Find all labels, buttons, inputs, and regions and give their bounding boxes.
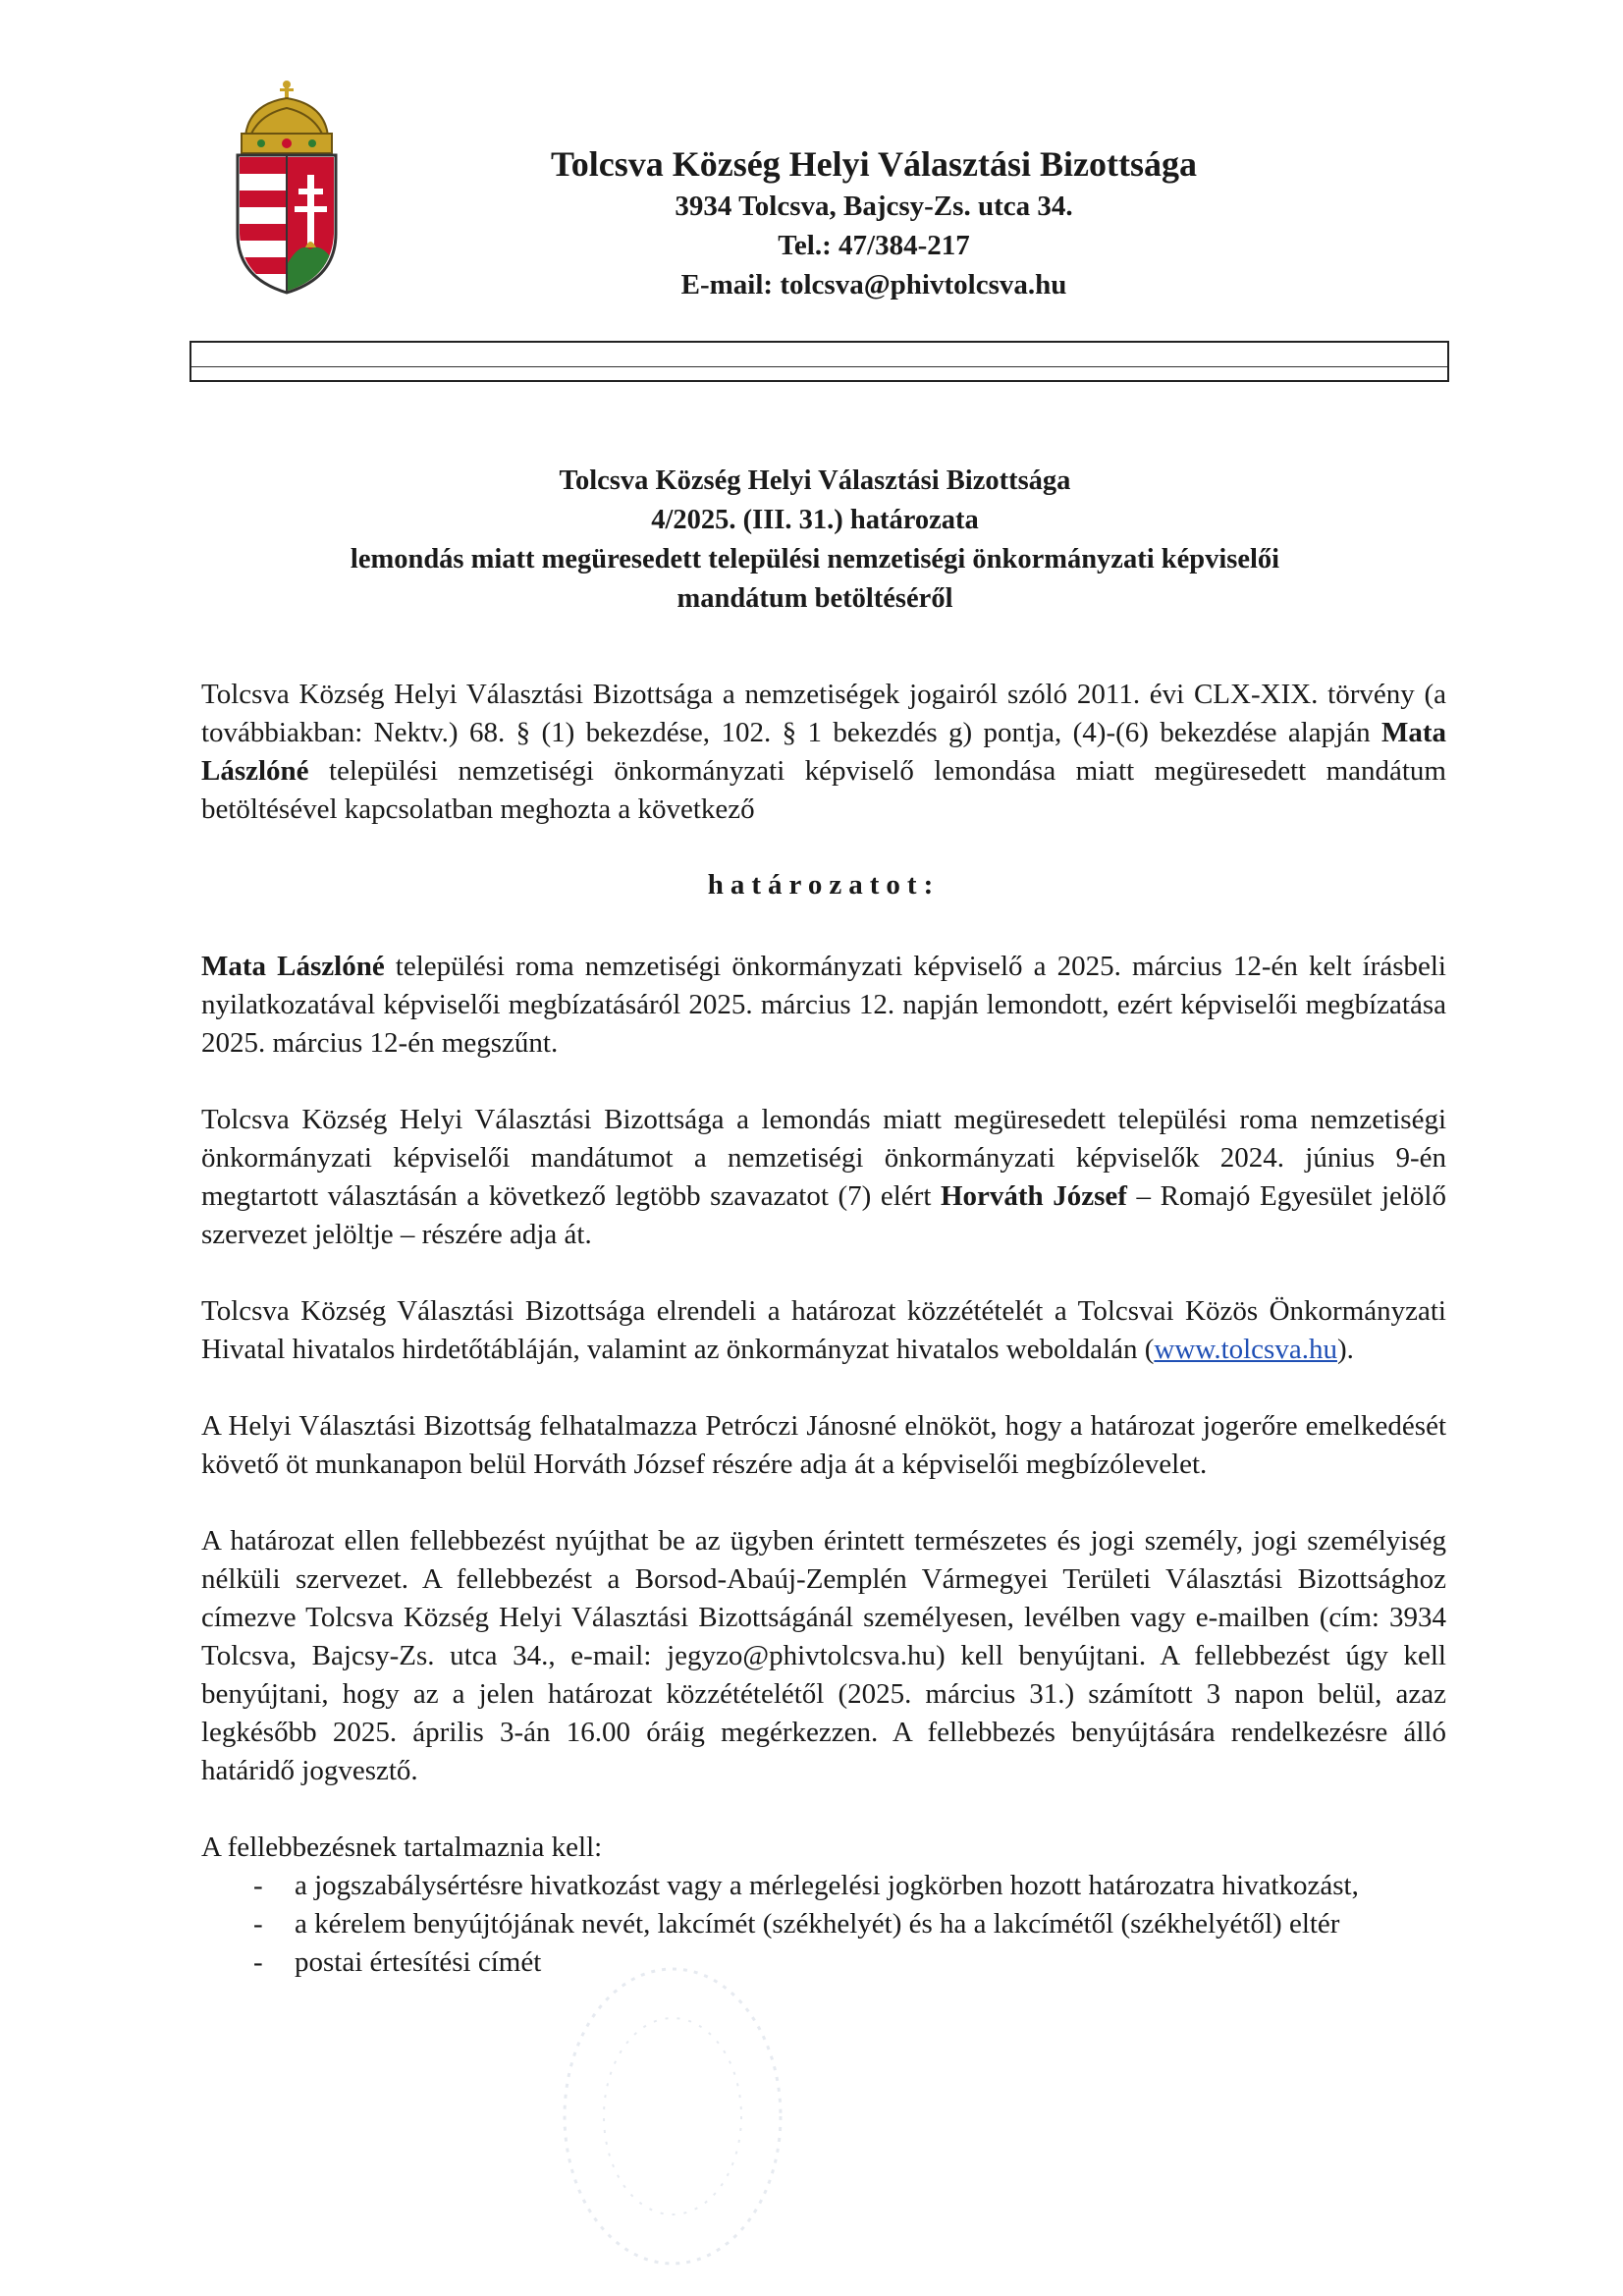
authorization-paragraph: A Helyi Választási Bizottság felhatalmazza Petróczi Jánosné elnököt, hogy a határozat jogerőre emelkedését követő öt munkanapon belül Horváth József részére adja át a képviselői megbízólevelet. [201, 1410, 1446, 1480]
publication-text: Tolcsva Község Választási Bizottsága elrendeli a határozat közzétételét a Tolcsvai Közös Önkormányzati Hivatal hivatalos hirdetőtábláján, valamint az önkormányzat hivatalos weboldalán ( [201, 1295, 1446, 1365]
list-dash: - [253, 1908, 263, 1940]
list-item-text: a jogszabálysértésre hivatkozást vagy a mérlegelési jogkörben hozott határozatra hivatkozást, [295, 1870, 1359, 1901]
coat-of-arms-icon [232, 77, 342, 297]
header-divider-box [189, 341, 1449, 382]
title-line-1: Tolcsva Község Helyi Választási Bizottsága [559, 465, 1071, 496]
new-member-name: Horváth József [940, 1180, 1127, 1212]
title-line-4: mandátum betöltéséről [676, 583, 953, 614]
publication-paragraph [201, 1292, 1446, 1369]
list-item [201, 1943, 1446, 1982]
document-body [201, 676, 1446, 1982]
intro-text: Tolcsva Község Helyi Választási Bizottsága a nemzetiségek jogairól szóló 2011. évi CLX-XIX. törvény (a továbbiakban: Nektv.) 68. § (1) bekezdése, 102. § 1 bekezdés g) pontja, (4)-(6) bekezdése alapján [201, 679, 1446, 748]
mandate-transfer-text: Tolcsva Község Helyi Választási Bizottsága a lemondás miatt megüresedett települési roma nemzetiségi önkormányzati képviselői mandátumot a nemzetiségi önkormányzati képviselők 2024. június 9-én megtartott választásán a következő legtöbb szavazatot (7) elért [201, 1104, 1446, 1212]
appeal-paragraph: A határozat ellen fellebbezést nyújthat be az ügyben érintett természetes és jogi személy, jogi személyiség nélküli szervezet. A fellebbezést a Borsod-Abaúj-Zemplén Vármegyei Területi Választási Bizottsághoz címezve Tolcsva Község Helyi Választási Bizottságánál személyesen, levélben vagy e-mailben (cím: 3934 Tolcsva, Bajcsy-Zs. utca 34., e-mail: jegyzo@phivtolcsva.hu) kell benyújtani. A fellebbezést úgy kell benyújtani, hogy az a jelen határozat közzétételétől (2025. március 31.) számított 3 napon belül, azaz legkésőbb 2025. április 3-án 16.00 óráig megérkezzen. A fellebbezés benyújtására rendelkezésre álló határidő jogvesztő. [201, 1525, 1446, 1786]
list-dash: - [253, 1870, 263, 1901]
list-item-text: postai értesítési címét [295, 1946, 542, 1978]
title-line-2: 4/2025. (III. 31.) határozata [651, 505, 979, 535]
organization-name: Tolcsva Község Helyi Választási Bizottsága [551, 144, 1197, 184]
resignation-text: települési roma nemzetiségi önkormányzati képviselő a 2025. március 12-én kelt írásbeli nyilatkozatával képviselői megbízatásáról 2025. március 12. napján lemondott, ezért képviselői megbízatása 2025. március 12-én megszűnt. [201, 951, 1446, 1059]
decision-title [177, 462, 1453, 619]
organization-address: 3934 Tolcsva, Bajcsy-Zs. utca 34. [675, 191, 1073, 222]
requirements-intro: A fellebbezésnek tartalmaznia kell: [201, 1831, 603, 1863]
resignation-paragraph [201, 948, 1446, 1063]
list-item [201, 1905, 1446, 1943]
organization-phone: Tel.: 47/384-217 [778, 230, 970, 261]
mandate-transfer-paragraph [201, 1101, 1446, 1254]
resigned-member-name: Mata Lászlóné [201, 717, 1446, 787]
letterhead [412, 141, 1335, 304]
intro-paragraph [201, 676, 1446, 829]
website-link[interactable]: www.tolcsva.hu [1154, 1334, 1337, 1365]
publication-text-2: ). [1336, 1334, 1354, 1365]
faint-stamp-icon [550, 1959, 795, 2273]
organization-email: E-mail: tolcsva@phivtolcsva.hu [680, 269, 1067, 301]
decision-heading: határozatot: [707, 869, 941, 901]
requirements-list [201, 1867, 1446, 1982]
resigned-member-name-2: Mata Lászlóné [201, 951, 385, 982]
intro-text-2: települési nemzetiségi önkormányzati képviselő lemondása miatt megüresedett mandátum betöltésével kapcsolatban meghozta a következő [201, 755, 1446, 825]
header-divider-line [191, 366, 1447, 367]
title-line-3: lemondás miatt megüresedett települési nemzetiségi önkormányzati képviselői [350, 544, 1280, 574]
list-item-text: a kérelem benyújtójának nevét, lakcímét (székhelyét) és ha a lakcímétől (székhelyétől) eltér [295, 1908, 1340, 1940]
mandate-transfer-text-2: – Romajó Egyesület jelölő szervezet jelöltje – részére adja át. [201, 1180, 1446, 1250]
list-item [201, 1867, 1446, 1905]
list-dash: - [253, 1946, 263, 1978]
